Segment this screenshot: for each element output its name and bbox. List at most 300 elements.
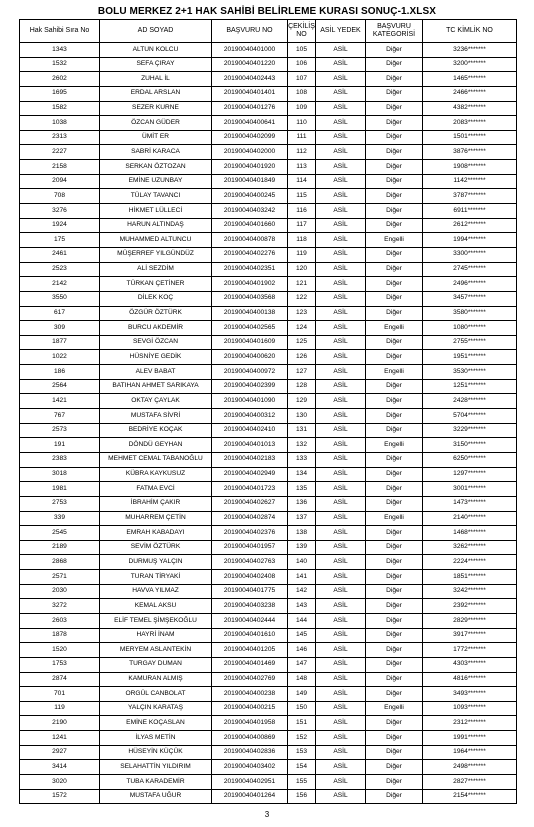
kategori-cell: Diğer xyxy=(366,570,423,585)
tc-kimlik-cell: 1080******* xyxy=(423,321,517,336)
kategori-cell: Diğer xyxy=(366,247,423,262)
basvuru-no-cell: 20190040402376 xyxy=(212,526,288,541)
tc-kimlik-cell: 1297******* xyxy=(423,467,517,482)
ad-soyad-cell: MUSTAFA SİVRİ xyxy=(100,409,212,424)
sira-no-cell: 186 xyxy=(20,365,100,380)
tc-kimlik-cell: 3242******* xyxy=(423,584,517,599)
tc-kimlik-cell: 3150******* xyxy=(423,438,517,453)
table-row xyxy=(20,745,517,760)
cekilis-no-cell: 129 xyxy=(288,394,316,409)
cekilis-no-cell: 120 xyxy=(288,262,316,277)
asil-yedek-cell: ASİL xyxy=(316,57,366,72)
asil-yedek-cell: ASİL xyxy=(316,775,366,790)
cekilis-no-cell: 125 xyxy=(288,335,316,350)
table-row xyxy=(20,438,517,453)
ad-soyad-cell: TURGAY DUMAN xyxy=(100,657,212,672)
table-row xyxy=(20,760,517,775)
sira-no-cell: 1572 xyxy=(20,789,100,804)
table-row xyxy=(20,789,517,804)
kategori-cell: Diğer xyxy=(366,643,423,658)
basvuru-no-cell: 20190040400215 xyxy=(212,701,288,716)
ad-soyad-cell: TÜLAY TAVANCI xyxy=(100,189,212,204)
tc-kimlik-cell: 6250******* xyxy=(423,452,517,467)
asil-yedek-cell: ASİL xyxy=(316,687,366,702)
table-row xyxy=(20,613,517,628)
cekilis-no-cell: 148 xyxy=(288,672,316,687)
asil-yedek-cell: ASİL xyxy=(316,452,366,467)
basvuru-no-cell: 20190040400620 xyxy=(212,350,288,365)
sira-no-cell: 2461 xyxy=(20,247,100,262)
tc-kimlik-cell: 2392******* xyxy=(423,599,517,614)
sira-no-cell: 2523 xyxy=(20,262,100,277)
kategori-cell: Diğer xyxy=(366,775,423,790)
document-title: BOLU MERKEZ 2+1 HAK SAHİBİ BELİRLEME KURASI SONUÇ-1.XLSX xyxy=(97,6,437,17)
cekilis-no-cell: 135 xyxy=(288,482,316,497)
basvuru-no-cell: 20190040402410 xyxy=(212,423,288,438)
ad-soyad-cell: ELİF TEMEL ŞİMŞEKOĞLU xyxy=(100,613,212,628)
table-row xyxy=(20,116,517,131)
asil-yedek-cell: ASİL xyxy=(316,526,366,541)
sira-no-cell: 3020 xyxy=(20,775,100,790)
cekilis-no-cell: 143 xyxy=(288,599,316,614)
cekilis-no-cell: 119 xyxy=(288,247,316,262)
table-row xyxy=(20,72,517,87)
table-row xyxy=(20,43,517,58)
kategori-cell: Diğer xyxy=(366,218,423,233)
sira-no-cell: 1695 xyxy=(20,86,100,101)
cekilis-no-cell: 112 xyxy=(288,145,316,160)
table-row xyxy=(20,540,517,555)
tc-kimlik-cell: 1908******* xyxy=(423,160,517,175)
kategori-cell: Diğer xyxy=(366,789,423,804)
ad-soyad-cell: BEDRİYE KOÇAK xyxy=(100,423,212,438)
table-row xyxy=(20,657,517,672)
asil-yedek-cell: ASİL xyxy=(316,306,366,321)
table-row xyxy=(20,496,517,511)
sira-no-cell: 339 xyxy=(20,511,100,526)
tc-kimlik-cell: 1093******* xyxy=(423,701,517,716)
basvuru-no-cell: 20190040402769 xyxy=(212,672,288,687)
sira-no-cell: 1924 xyxy=(20,218,100,233)
asil-yedek-cell: ASİL xyxy=(316,760,366,775)
sira-no-cell: 2158 xyxy=(20,160,100,175)
sira-no-cell: 2189 xyxy=(20,540,100,555)
table-row xyxy=(20,233,517,248)
basvuru-no-cell: 20190040401013 xyxy=(212,438,288,453)
tc-kimlik-cell: 1473******* xyxy=(423,496,517,511)
basvuru-no-cell: 20190040401401 xyxy=(212,86,288,101)
kategori-cell: Diğer xyxy=(366,672,423,687)
cekilis-no-cell: 150 xyxy=(288,701,316,716)
basvuru-no-cell: 20190040403402 xyxy=(212,760,288,775)
kategori-cell: Diğer xyxy=(366,628,423,643)
kategori-cell: Engelli xyxy=(366,321,423,336)
ad-soyad-cell: ORGÜL CANBOLAT xyxy=(100,687,212,702)
basvuru-no-cell: 20190040400138 xyxy=(212,306,288,321)
ad-soyad-cell: HÜSNİYE GEDİK xyxy=(100,350,212,365)
kategori-cell: Diğer xyxy=(366,496,423,511)
kategori-cell: Diğer xyxy=(366,86,423,101)
asil-yedek-cell: ASİL xyxy=(316,745,366,760)
basvuru-no-cell: 20190040401276 xyxy=(212,101,288,116)
cekilis-no-cell: 155 xyxy=(288,775,316,790)
kategori-cell: Diğer xyxy=(366,101,423,116)
asil-yedek-cell: ASİL xyxy=(316,233,366,248)
cekilis-no-cell: 134 xyxy=(288,467,316,482)
sira-no-cell: 2753 xyxy=(20,496,100,511)
asil-yedek-cell: ASİL xyxy=(316,496,366,511)
kategori-cell: Diğer xyxy=(366,160,423,175)
table-row xyxy=(20,262,517,277)
tc-kimlik-cell: 2829******* xyxy=(423,613,517,628)
ad-soyad-cell: BATIHAN AHMET SARIKAYA xyxy=(100,379,212,394)
sira-no-cell: 2602 xyxy=(20,72,100,87)
kategori-cell: Diğer xyxy=(366,116,423,131)
tc-kimlik-cell: 2755******* xyxy=(423,335,517,350)
kategori-cell: Diğer xyxy=(366,72,423,87)
asil-yedek-cell: ASİL xyxy=(316,599,366,614)
asil-yedek-cell: ASİL xyxy=(316,130,366,145)
tc-kimlik-cell: 4303******* xyxy=(423,657,517,672)
ad-soyad-cell: YALÇIN KARATAŞ xyxy=(100,701,212,716)
ad-soyad-cell: ÖZGÜR ÖZTÜRK xyxy=(100,306,212,321)
kategori-cell: Diğer xyxy=(366,760,423,775)
asil-yedek-cell: ASİL xyxy=(316,277,366,292)
table-row xyxy=(20,687,517,702)
cekilis-no-cell: 105 xyxy=(288,43,316,58)
ad-soyad-cell: SEVGİ ÖZCAN xyxy=(100,335,212,350)
cekilis-no-cell: 145 xyxy=(288,628,316,643)
cekilis-no-cell: 144 xyxy=(288,613,316,628)
asil-yedek-cell: ASİL xyxy=(316,72,366,87)
asil-yedek-cell: ASİL xyxy=(316,379,366,394)
tc-kimlik-cell: 3917******* xyxy=(423,628,517,643)
cekilis-no-cell: 118 xyxy=(288,233,316,248)
ad-soyad-cell: DÖNDÜ GEYHAN xyxy=(100,438,212,453)
basvuru-no-cell: 20190040401775 xyxy=(212,584,288,599)
basvuru-no-cell: 20190040402874 xyxy=(212,511,288,526)
kategori-cell: Diğer xyxy=(366,555,423,570)
basvuru-no-cell: 20190040401220 xyxy=(212,57,288,72)
asil-yedek-cell: ASİL xyxy=(316,218,366,233)
basvuru-no-cell: 20190040400312 xyxy=(212,409,288,424)
cekilis-no-cell: 132 xyxy=(288,438,316,453)
sira-no-cell: 1038 xyxy=(20,116,100,131)
table-row xyxy=(20,321,517,336)
table-row xyxy=(20,379,517,394)
asil-yedek-cell: ASİL xyxy=(316,247,366,262)
tc-kimlik-cell: 1465******* xyxy=(423,72,517,87)
table-row xyxy=(20,218,517,233)
table-row xyxy=(20,335,517,350)
tc-kimlik-cell: 2224******* xyxy=(423,555,517,570)
sira-no-cell: 3276 xyxy=(20,204,100,219)
tc-kimlik-cell: 1964******* xyxy=(423,745,517,760)
basvuru-no-cell: 20190040402836 xyxy=(212,745,288,760)
table-row xyxy=(20,101,517,116)
basvuru-no-cell: 20190040401902 xyxy=(212,277,288,292)
cekilis-no-cell: 126 xyxy=(288,350,316,365)
header-row xyxy=(20,20,517,43)
tc-kimlik-cell: 1994******* xyxy=(423,233,517,248)
basvuru-no-cell: 20190040400972 xyxy=(212,365,288,380)
tc-kimlik-cell: 2612******* xyxy=(423,218,517,233)
cekilis-no-cell: 142 xyxy=(288,584,316,599)
tc-kimlik-cell: 3580******* xyxy=(423,306,517,321)
sira-no-cell: 2927 xyxy=(20,745,100,760)
sira-no-cell: 1343 xyxy=(20,43,100,58)
asil-yedek-cell: ASİL xyxy=(316,262,366,277)
table-row xyxy=(20,584,517,599)
cekilis-no-cell: 107 xyxy=(288,72,316,87)
basvuru-no-cell: 20190040400878 xyxy=(212,233,288,248)
ad-soyad-cell: MERYEM ASLANTEKİN xyxy=(100,643,212,658)
cekilis-no-cell: 123 xyxy=(288,306,316,321)
sira-no-cell: 191 xyxy=(20,438,100,453)
sira-no-cell: 2190 xyxy=(20,716,100,731)
tc-kimlik-cell: 2496******* xyxy=(423,277,517,292)
asil-yedek-cell: ASİL xyxy=(316,584,366,599)
tc-kimlik-cell: 2498******* xyxy=(423,760,517,775)
kategori-cell: Diğer xyxy=(366,452,423,467)
basvuru-no-cell: 20190040401090 xyxy=(212,394,288,409)
sira-no-cell: 2094 xyxy=(20,174,100,189)
cekilis-no-cell: 152 xyxy=(288,731,316,746)
kategori-cell: Diğer xyxy=(366,423,423,438)
basvuru-no-cell: 20190040402949 xyxy=(212,467,288,482)
kategori-cell: Diğer xyxy=(366,526,423,541)
kategori-cell: Diğer xyxy=(366,306,423,321)
basvuru-no-cell: 20190040402276 xyxy=(212,247,288,262)
tc-kimlik-cell: 3530******* xyxy=(423,365,517,380)
table-row xyxy=(20,130,517,145)
tc-kimlik-cell: 3200******* xyxy=(423,57,517,72)
kategori-cell: Diğer xyxy=(366,174,423,189)
sira-no-cell: 309 xyxy=(20,321,100,336)
asil-yedek-cell: ASİL xyxy=(316,438,366,453)
basvuru-no-cell: 20190040401660 xyxy=(212,218,288,233)
kategori-cell: Diğer xyxy=(366,584,423,599)
table-row xyxy=(20,174,517,189)
asil-yedek-cell: ASİL xyxy=(316,335,366,350)
basvuru-no-cell: 20190040401609 xyxy=(212,335,288,350)
basvuru-no-cell: 20190040401610 xyxy=(212,628,288,643)
kategori-cell: Diğer xyxy=(366,379,423,394)
tc-kimlik-cell: 1251******* xyxy=(423,379,517,394)
asil-yedek-cell: ASİL xyxy=(316,43,366,58)
asil-yedek-cell: ASİL xyxy=(316,570,366,585)
asil-yedek-cell: ASİL xyxy=(316,613,366,628)
kategori-cell: Diğer xyxy=(366,189,423,204)
table-row xyxy=(20,570,517,585)
table-row xyxy=(20,599,517,614)
kategori-cell: Diğer xyxy=(366,291,423,306)
basvuru-no-cell: 20190040400238 xyxy=(212,687,288,702)
ad-soyad-cell: MUSTAFA UĞUR xyxy=(100,789,212,804)
sira-no-cell: 701 xyxy=(20,687,100,702)
kategori-cell: Diğer xyxy=(366,130,423,145)
ad-soyad-cell: HARUN ALTINDAŞ xyxy=(100,218,212,233)
ad-soyad-cell: MÜŞERREF YILGÜNDÜZ xyxy=(100,247,212,262)
ad-soyad-cell: HAVVA YILMAZ xyxy=(100,584,212,599)
kategori-cell: Diğer xyxy=(366,745,423,760)
tc-kimlik-cell: 2083******* xyxy=(423,116,517,131)
cekilis-no-cell: 108 xyxy=(288,86,316,101)
basvuru-no-cell: 20190040401723 xyxy=(212,482,288,497)
sira-no-cell: 1421 xyxy=(20,394,100,409)
table-row xyxy=(20,775,517,790)
sira-no-cell: 1981 xyxy=(20,482,100,497)
cekilis-no-cell: 109 xyxy=(288,101,316,116)
sira-no-cell: 119 xyxy=(20,701,100,716)
kategori-cell: Diğer xyxy=(366,687,423,702)
kategori-cell: Diğer xyxy=(366,731,423,746)
asil-yedek-cell: ASİL xyxy=(316,160,366,175)
ad-soyad-cell: SABRİ KARACA xyxy=(100,145,212,160)
kategori-cell: Diğer xyxy=(366,277,423,292)
table-row xyxy=(20,511,517,526)
sira-no-cell: 1241 xyxy=(20,731,100,746)
table-row xyxy=(20,555,517,570)
table-row xyxy=(20,482,517,497)
table-row xyxy=(20,350,517,365)
ad-soyad-cell: SERKAN ÖZTOZAN xyxy=(100,160,212,175)
sira-no-cell: 2571 xyxy=(20,570,100,585)
table-row xyxy=(20,643,517,658)
ad-soyad-cell: SELAHATTİN YILDIRIM xyxy=(100,760,212,775)
ad-soyad-cell: SEZER KURNE xyxy=(100,101,212,116)
page-number: 3 xyxy=(264,810,270,819)
cekilis-no-cell: 146 xyxy=(288,643,316,658)
cekilis-no-cell: 136 xyxy=(288,496,316,511)
basvuru-no-cell: 20190040402951 xyxy=(212,775,288,790)
basvuru-no-cell: 20190040400641 xyxy=(212,116,288,131)
cekilis-no-cell: 133 xyxy=(288,452,316,467)
basvuru-no-cell: 20190040401469 xyxy=(212,657,288,672)
tc-kimlik-cell: 1851******* xyxy=(423,570,517,585)
sira-no-cell: 1878 xyxy=(20,628,100,643)
table-row xyxy=(20,145,517,160)
tc-kimlik-cell: 3457******* xyxy=(423,291,517,306)
tc-kimlik-cell: 1501******* xyxy=(423,130,517,145)
kategori-cell: Engelli xyxy=(366,511,423,526)
table-row xyxy=(20,291,517,306)
tc-kimlik-cell: 2312******* xyxy=(423,716,517,731)
sira-no-cell: 3414 xyxy=(20,760,100,775)
asil-yedek-cell: ASİL xyxy=(316,394,366,409)
basvuru-no-cell: 20190040401849 xyxy=(212,174,288,189)
asil-yedek-cell: ASİL xyxy=(316,321,366,336)
basvuru-no-cell: 20190040402399 xyxy=(212,379,288,394)
asil-yedek-cell: ASİL xyxy=(316,555,366,570)
tc-kimlik-cell: 1951******* xyxy=(423,350,517,365)
ad-soyad-cell: HİKMET LÜLLECİ xyxy=(100,204,212,219)
sira-no-cell: 2564 xyxy=(20,379,100,394)
kategori-cell: Diğer xyxy=(366,467,423,482)
asil-yedek-cell: ASİL xyxy=(316,672,366,687)
sira-no-cell: 2868 xyxy=(20,555,100,570)
cekilis-no-cell: 131 xyxy=(288,423,316,438)
table-row xyxy=(20,189,517,204)
basvuru-no-cell: 20190040402763 xyxy=(212,555,288,570)
tc-kimlik-cell: 4816******* xyxy=(423,672,517,687)
tc-kimlik-cell: 3876******* xyxy=(423,145,517,160)
table-row xyxy=(20,306,517,321)
asil-yedek-cell: ASİL xyxy=(316,365,366,380)
ad-soyad-cell: KÜBRA KAYKUSUZ xyxy=(100,467,212,482)
asil-yedek-cell: ASİL xyxy=(316,701,366,716)
basvuru-no-cell: 20190040400245 xyxy=(212,189,288,204)
basvuru-no-cell: 20190040401264 xyxy=(212,789,288,804)
tc-kimlik-cell: 5704******* xyxy=(423,409,517,424)
sira-no-cell: 3272 xyxy=(20,599,100,614)
table-row xyxy=(20,731,517,746)
sira-no-cell: 1753 xyxy=(20,657,100,672)
basvuru-no-cell: 20190040402444 xyxy=(212,613,288,628)
asil-yedek-cell: ASİL xyxy=(316,716,366,731)
asil-yedek-cell: ASİL xyxy=(316,657,366,672)
ad-soyad-cell: TÜRKAN ÇETİNER xyxy=(100,277,212,292)
table-body xyxy=(20,43,517,804)
basvuru-no-cell: 20190040402351 xyxy=(212,262,288,277)
cekilis-no-cell: 138 xyxy=(288,526,316,541)
sira-no-cell: 1532 xyxy=(20,57,100,72)
tc-kimlik-cell: 2154******* xyxy=(423,789,517,804)
basvuru-no-cell: 20190040400869 xyxy=(212,731,288,746)
table-row xyxy=(20,160,517,175)
table-row xyxy=(20,716,517,731)
sira-no-cell: 3018 xyxy=(20,467,100,482)
table-row xyxy=(20,423,517,438)
ad-soyad-cell: TUBA KARADEMİR xyxy=(100,775,212,790)
asil-yedek-cell: ASİL xyxy=(316,540,366,555)
kategori-cell: Diğer xyxy=(366,716,423,731)
basvuru-no-cell: 20190040403238 xyxy=(212,599,288,614)
sira-no-cell: 2874 xyxy=(20,672,100,687)
ad-soyad-cell: KAMURAN ALMIŞ xyxy=(100,672,212,687)
asil-yedek-cell: ASİL xyxy=(316,628,366,643)
kategori-cell: Diğer xyxy=(366,57,423,72)
ad-soyad-cell: ERDAL ARSLAN xyxy=(100,86,212,101)
results-table xyxy=(19,19,517,804)
ad-soyad-cell: ALEV BABAT xyxy=(100,365,212,380)
sira-no-cell: 2573 xyxy=(20,423,100,438)
ad-soyad-cell: DİLEK KOÇ xyxy=(100,291,212,306)
table-row xyxy=(20,394,517,409)
cekilis-no-cell: 122 xyxy=(288,291,316,306)
header-ad-soyad: AD SOYAD xyxy=(100,20,212,43)
tc-kimlik-cell: 3001******* xyxy=(423,482,517,497)
basvuru-no-cell: 20190040402000 xyxy=(212,145,288,160)
ad-soyad-cell: SEFA ÇIRAY xyxy=(100,57,212,72)
kategori-cell: Diğer xyxy=(366,657,423,672)
sira-no-cell: 617 xyxy=(20,306,100,321)
sira-no-cell: 175 xyxy=(20,233,100,248)
ad-soyad-cell: SEVİM ÖZTÜRK xyxy=(100,540,212,555)
ad-soyad-cell: HAYRİ İNAM xyxy=(100,628,212,643)
asil-yedek-cell: ASİL xyxy=(316,116,366,131)
basvuru-no-cell: 20190040402627 xyxy=(212,496,288,511)
tc-kimlik-cell: 1991******* xyxy=(423,731,517,746)
cekilis-no-cell: 127 xyxy=(288,365,316,380)
basvuru-no-cell: 20190040401957 xyxy=(212,540,288,555)
kategori-cell: Engelli xyxy=(366,233,423,248)
kategori-cell: Diğer xyxy=(366,204,423,219)
cekilis-no-cell: 111 xyxy=(288,130,316,145)
kategori-cell: Diğer xyxy=(366,262,423,277)
table-row xyxy=(20,409,517,424)
basvuru-no-cell: 20190040402565 xyxy=(212,321,288,336)
